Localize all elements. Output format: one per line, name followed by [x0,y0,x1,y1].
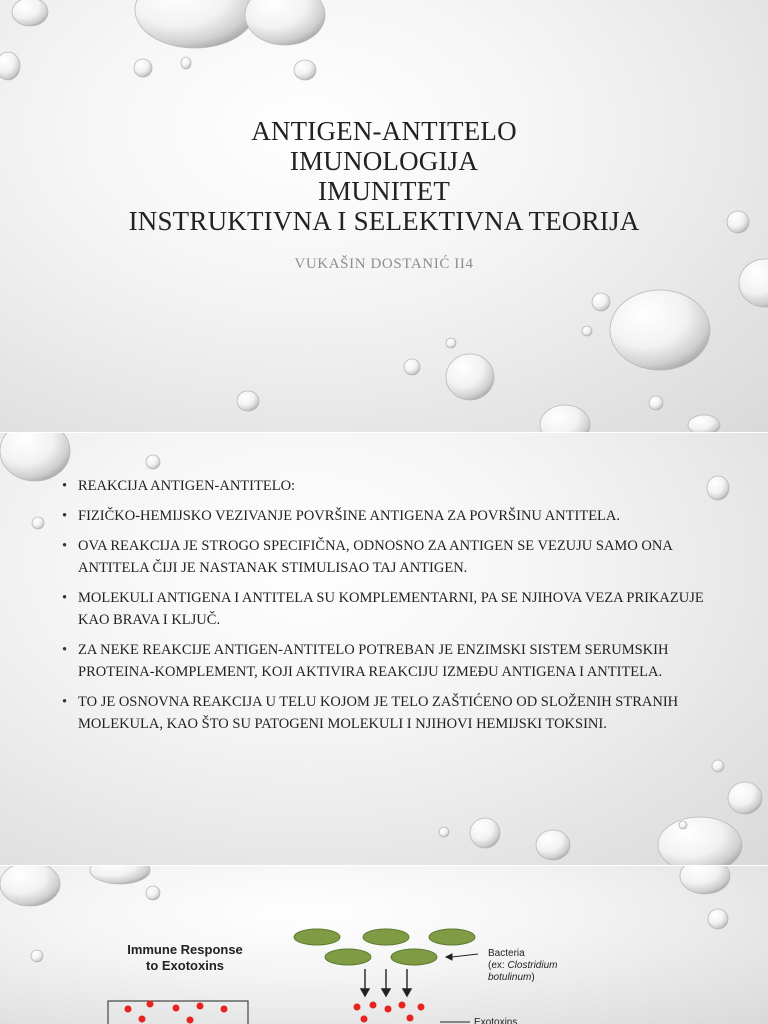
exotoxins-label: Exotoxins [474,1017,518,1024]
bullet-item: • TO JE OSNOVNA REAKCIJA U TELU KOJOM JE TELO ZAŠTIĆENO OD SLOŽENIH STRANIH MOLEKULA, KAO ŠTO SU PATOGENI MOLEKULI I NJIHOVI HEMIJSKI TOKSINI. [62,691,712,735]
bacterium [325,949,371,965]
content-slide [0,433,768,865]
title-line-4: INSTRUKTIVNA I SELEKTIVNA TEORIJA [128,206,640,236]
diagram-title-line-1: Immune Response [127,942,243,957]
title-line-3: IMUNITET [317,176,451,206]
diagram-title [110,942,260,974]
bullet-item: • OVA REAKCIJA JE STROGO SPECIFIČNA, ODNOSNO ZA ANTIGEN SE VEZUJU SAMO ONA ANTITELA ČIJI JE NASTANAK STIMULISAO TAJ ANTIGEN. [62,535,712,579]
title-line-1: ANTIGEN-ANTITELO [251,116,517,146]
bacteria-example-suffix: ) [531,972,535,983]
bacteria-example [488,960,557,972]
title-slide [0,0,768,432]
diagram-slide [0,866,768,1024]
bacteria-example-genus: Clostridium [507,960,558,971]
bullet-item: • REAKCIJA ANTIGEN-ANTITELO: [62,475,712,497]
bacteria-example-line-2 [488,972,557,984]
bullet-list [62,475,712,743]
presentation-author: VUKAŠIN DOSTANIĆ II4 [294,256,474,272]
bacterium [391,949,437,965]
bullet-item: • ZA NEKE REAKCIJE ANTIGEN-ANTITELO POTREBAN JE ENZIMSKI SISTEM SERUMSKIH PROTEINA-KOMPLEMENT, KOJI AKTIVIRA REAKCIJU IZMEĐU ANTIGENA I ANTITELA. [62,639,712,683]
bacteria-example-prefix: (ex: [488,960,508,971]
bacteria-label-text: Bacteria [488,948,525,959]
bacterium [429,929,475,945]
bullet-item: • FIZIČKO-HEMIJSKO VEZIVANJE POVRŠINE ANTIGENA ZA POVRŠINU ANTITELA. [62,505,712,527]
bacteria-label [488,948,557,984]
bacterium [294,929,340,945]
bacterium [363,929,409,945]
diagram-title-line-2: to Exotoxins [145,958,224,973]
title-line-2: IMUNOLOGIJA [289,146,479,176]
bacteria-example-species: botulinum [488,972,532,983]
presentation-title [60,116,708,236]
bullet-item: • MOLEKULI ANTIGENA I ANTITELA SU KOMPLEMENTARNI, PA SE NJIHOVA VEZA PRIKAZUJE KAO BRAVA I KLJUČ. [62,587,712,631]
